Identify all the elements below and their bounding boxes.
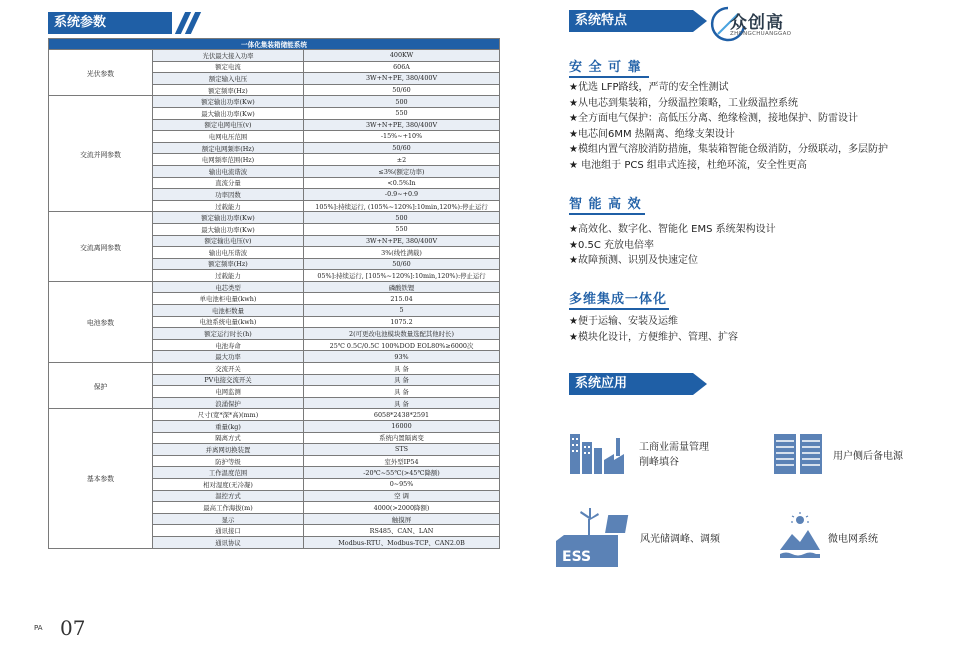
param-name: 额定频率(Hz): [153, 84, 304, 96]
param-name: 通讯接口: [153, 525, 304, 537]
param-value: 具 备: [304, 386, 500, 398]
factory-icon: [568, 430, 632, 478]
application-label: 工商业需量管理 削峰填谷: [639, 442, 709, 468]
param-name: 光伏最大接入功率: [153, 50, 304, 62]
param-name: 电网监测: [153, 386, 304, 398]
param-value: 6058*2438*2591: [304, 409, 500, 421]
param-name: 电池柜数量: [153, 305, 304, 317]
param-name: 温控方式: [153, 490, 304, 502]
param-value: 215.04: [304, 293, 500, 305]
table-row: [49, 96, 500, 108]
param-name: 额定输出功率(Kw): [153, 96, 304, 108]
param-name: 额定电网电压(v): [153, 119, 304, 131]
param-name: 输出电流谐波: [153, 165, 304, 177]
param-value: -20℃~55℃(>45℃降额): [304, 467, 500, 479]
group-label: 电池参数: [49, 281, 153, 362]
param-value: 93%: [304, 351, 500, 363]
logo-name: 众创高: [730, 13, 784, 33]
group-label: 基本参数: [49, 409, 153, 548]
param-name: 额定输入电压: [153, 73, 304, 85]
param-name: 额定输出功率(Kw): [153, 212, 304, 224]
param-value: 606A: [304, 61, 500, 73]
param-name: 电池寿命: [153, 339, 304, 351]
param-value: 550: [304, 223, 500, 235]
table-row: [49, 212, 500, 224]
param-value: 50/60: [304, 84, 500, 96]
bullet-item: ★故障预测、识别及快速定位: [569, 255, 698, 267]
param-name: 额定电流: [153, 61, 304, 73]
table-row: [49, 409, 500, 421]
param-value: -0.9~+0.9: [304, 189, 500, 201]
param-name: 电池系统电量(kwh): [153, 316, 304, 328]
param-name: 额定输出电压(v): [153, 235, 304, 247]
param-value: 5: [304, 305, 500, 317]
param-name: 功率因数: [153, 189, 304, 201]
application-backup-power: [772, 432, 942, 478]
applications-section-title: 系统应用: [575, 376, 628, 391]
param-value: 室外型IP54: [304, 455, 500, 467]
table-row: [49, 50, 500, 62]
group-label: 光伏参数: [49, 50, 153, 96]
param-name: 防护等级: [153, 455, 304, 467]
group-label: 保护: [49, 363, 153, 409]
param-value: 500: [304, 212, 500, 224]
param-value: 550: [304, 107, 500, 119]
bullet-item: ★模块化设计，方便维护、管理、扩容: [569, 331, 738, 343]
param-value: 3%(线性满载): [304, 247, 500, 259]
bullet-item: ★电芯间6MM 热隔离、绝缘支架设计: [569, 128, 735, 140]
svg-text:ESS: ESS: [562, 549, 592, 565]
bullet-item: ★便于运输、安装及运维: [569, 316, 678, 327]
microgrid-icon: [778, 512, 822, 560]
param-value: 4000(>2000降额): [304, 502, 500, 514]
group-label: 交流离网参数: [49, 212, 153, 282]
safety-list: [569, 80, 888, 174]
param-name: 额定运行时长(h): [153, 328, 304, 340]
param-value: 触摸屏: [304, 513, 500, 525]
param-value: 1075.2: [304, 316, 500, 328]
integrated-list: [569, 314, 738, 345]
param-name: 显示: [153, 513, 304, 525]
server-rack-icon: [772, 432, 826, 476]
table-title-row: [49, 39, 500, 50]
params-table: [48, 38, 500, 549]
param-value: ±2: [304, 154, 500, 166]
param-value: 系统内置隔离变: [304, 432, 500, 444]
param-value: 具 备: [304, 374, 500, 386]
param-value: 磷酸铁锂: [304, 281, 500, 293]
param-value: 具 备: [304, 363, 500, 375]
param-name: 过载能力: [153, 270, 304, 282]
param-value: 0~95%: [304, 478, 500, 490]
table-title: 一体化集装箱储能系统: [49, 39, 500, 50]
param-value: Modbus-RTU、Modbus-TCP、CAN2.0B: [304, 536, 500, 548]
param-name: 工作温度范围: [153, 467, 304, 479]
application-label: 风光储调峰、调频: [640, 534, 720, 545]
param-name: 浪涌保护: [153, 397, 304, 409]
param-value: 50/60: [304, 258, 500, 270]
param-name: 最大功率: [153, 351, 304, 363]
params-section-title: 系统参数: [54, 15, 107, 30]
params-section-header: [48, 12, 172, 34]
param-value: 50/60: [304, 142, 500, 154]
safety-title: 安 全 可 靠: [569, 56, 642, 75]
bullet-item: ★0.5C 充放电倍率: [569, 239, 655, 251]
table-row: [49, 363, 500, 375]
bullet-item: ★从电芯到集装箱，分级温控策略，工业级温控系统: [569, 97, 798, 109]
param-name: 电芯类型: [153, 281, 304, 293]
application-microgrid: [778, 512, 948, 562]
param-name: 尺寸(宽*深*高)(mm): [153, 409, 304, 421]
page-prefix: PA: [34, 624, 43, 632]
application-commercial: [568, 430, 748, 480]
bullet-item: ★高效化、数字化、智能化 EMS 系统架构设计: [569, 224, 776, 235]
param-value: 3W+N+PE, 380/400V: [304, 73, 500, 85]
efficient-list: [569, 222, 776, 269]
param-name: 相对湿度(无冷凝): [153, 478, 304, 490]
group-label: 交流并网参数: [49, 96, 153, 212]
applications-section-header: [569, 373, 693, 395]
param-value: 空 调: [304, 490, 500, 502]
efficient-title: 智 能 高 效: [569, 193, 642, 212]
integrated-title: 多维集成一体化: [569, 288, 667, 307]
features-section-header: [569, 10, 693, 32]
table-row: [49, 281, 500, 293]
param-value: 25℃ 0.5C/0.5C 100%DOD EOL80%≥6000次: [304, 339, 500, 351]
param-value: 400KW: [304, 50, 500, 62]
param-name: 并离网切换装置: [153, 444, 304, 456]
page-number: 07: [60, 616, 86, 640]
param-value: 05%]:持续运行, [105%~120%]:10min,120%):停止运行: [304, 270, 500, 282]
bullet-item: ★模组内置气溶胶消防措施，集装箱智能仓级消防，分级联动，多层防护: [569, 144, 888, 156]
param-name: 最大输出功率(Kw): [153, 223, 304, 235]
param-name: 额定电网频率(Hz): [153, 142, 304, 154]
application-peak-regulation: [554, 505, 754, 571]
bullet-item: ★优选 LFP路线，严苛的安全性测试: [569, 82, 729, 93]
features-section-title: 系统特点: [575, 13, 628, 28]
bullet-item: ★ 电池组于 PCS 组串式连接，杜绝环流，安全性更高: [569, 159, 807, 171]
param-name: 交流开关: [153, 363, 304, 375]
param-name: 电网频率范围(Hz): [153, 154, 304, 166]
param-name: 过载能力: [153, 200, 304, 212]
logo-pinyin: ZHONGCHUANGGAO: [730, 31, 792, 37]
brand-logo: [708, 4, 804, 46]
param-name: 最大输出功率(Kw): [153, 107, 304, 119]
param-value: 3W+N+PE, 380/400V: [304, 235, 500, 247]
param-name: 隔离方式: [153, 432, 304, 444]
param-value: RS485、CAN、LAN: [304, 525, 500, 537]
param-value: <0.5%In: [304, 177, 500, 189]
param-name: 单电池柜电量(kwh): [153, 293, 304, 305]
param-name: 最高工作海拔(m): [153, 502, 304, 514]
ess-wind-solar-icon: [554, 505, 634, 571]
param-name: 通讯协议: [153, 536, 304, 548]
bullet-item: ★全方面电气保护：高低压分离、绝缘检测，接地保护、防雷设计: [569, 113, 858, 125]
param-value: 500: [304, 96, 500, 108]
param-value: 16000: [304, 421, 500, 433]
param-name: 重量(kg): [153, 421, 304, 433]
param-value: 具 备: [304, 397, 500, 409]
application-label: 微电网系统: [828, 534, 878, 545]
param-name: 输出电压谐波: [153, 247, 304, 259]
param-value: 3W+N+PE, 380/400V: [304, 119, 500, 131]
param-value: -15%~+10%: [304, 131, 500, 143]
param-value: STS: [304, 444, 500, 456]
param-value: 105%]:持续运行, (105%~120%]:10min,120%):停止运行: [304, 200, 500, 212]
param-value: ≤3%(额定功率): [304, 165, 500, 177]
param-name: 直流分量: [153, 177, 304, 189]
param-name: 额定频率(Hz): [153, 258, 304, 270]
param-value: 2(可更改电池模块数量选配其他时长): [304, 328, 500, 340]
application-label: 用户侧后备电源: [833, 451, 903, 462]
param-name: PV电接交流开关: [153, 374, 304, 386]
params-table-wrap: [48, 38, 499, 549]
param-name: 电网电压范围: [153, 131, 304, 143]
